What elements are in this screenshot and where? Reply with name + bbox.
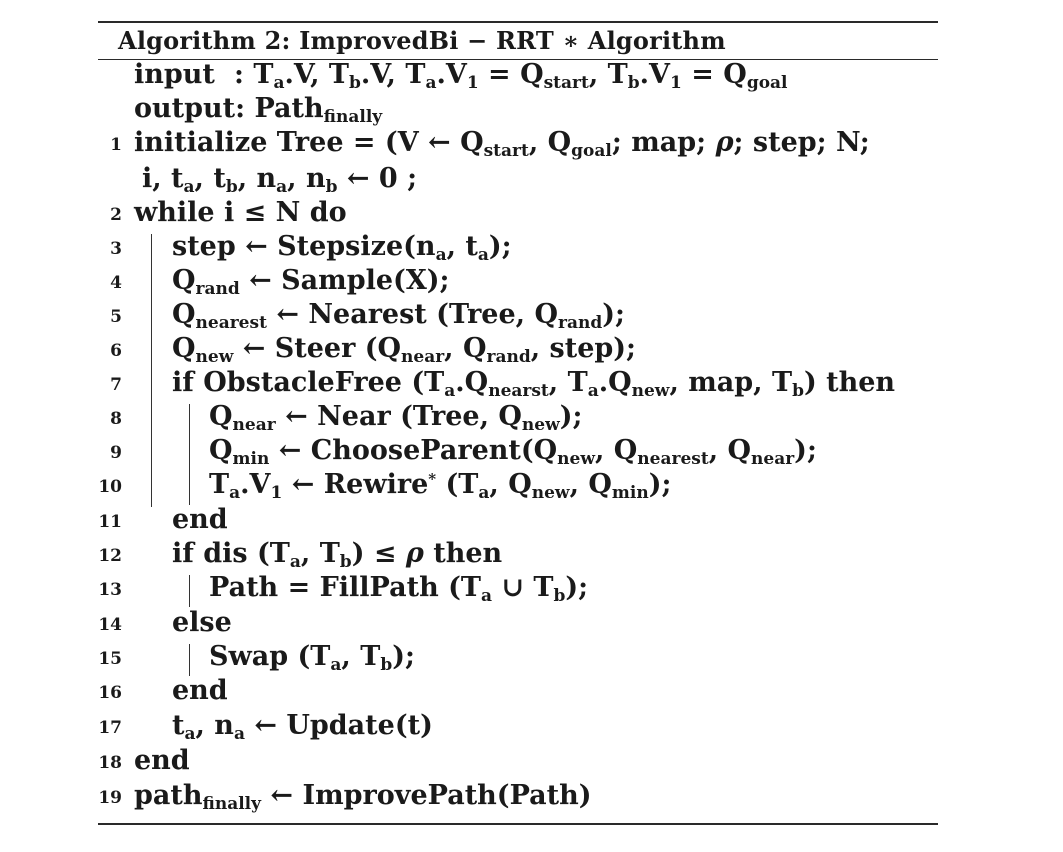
line-number: 4: [110, 273, 122, 293]
line-code: end: [172, 675, 228, 706]
line-code: end: [172, 504, 228, 535]
line-number: 6: [110, 341, 122, 361]
line-code: $Q_{rand}$ ← Sample(X);: [172, 265, 450, 299]
bottom-rule: [98, 823, 938, 825]
line-code: if dis ($T_a$, $T_b) \le \rho$ then: [172, 538, 503, 572]
line-number: 19: [98, 788, 122, 808]
line-number: 14: [98, 615, 122, 635]
line-code: $T_a.V_1$ ← Rewire* ($T_a$, $Q_{new}$, $Q_{min}$);: [209, 469, 672, 503]
while-block-bar: [151, 234, 152, 507]
input-content: [134, 58, 788, 92]
line-number: 10: [98, 477, 122, 497]
line-code: $t_a$, $n_a$ ← Update(t): [172, 710, 433, 744]
else-block-bar: [189, 644, 190, 676]
line-code: while i ≤ N do: [134, 197, 347, 228]
output-keyword: output:: [134, 93, 246, 124]
algorithm-caption: Algorithm 2: ImprovedBi − RRT ∗ Algorithm: [118, 26, 726, 55]
line-code: path$_{finally}$ ← ImprovePath(Path): [134, 780, 592, 814]
line-code: $Q_{near}$ ← Near (Tree, $Q_{new}$);: [209, 401, 583, 435]
line-number: 1: [110, 135, 122, 155]
line-code: i, $t_a$, $t_b$, $n_a$, $n_b$ ← 0 ;: [142, 163, 418, 197]
line-code: initialize Tree = (V ← $Q_{start}$, $Q_{goal}$; map; ρ; step; N;: [134, 127, 870, 161]
line-number: 8: [110, 409, 122, 429]
line-code: $Q_{new}$ ← Steer ($Q_{near}$, $Q_{rand}$, step);: [172, 333, 636, 367]
line-number: 16: [98, 683, 122, 703]
line-number: 12: [98, 546, 122, 566]
line-code: Swap ($T_a$, $T_b$);: [209, 641, 415, 675]
output-value: Path$_{finally}$: [254, 93, 383, 127]
if-obstaclefree-block-bar: [189, 404, 190, 505]
line-number: 15: [98, 649, 122, 669]
line-number: 9: [110, 443, 122, 463]
input-keyword: input: [134, 59, 215, 90]
line-code: $Q_{nearest}$ ← Nearest (Tree, $Q_{rand}$);: [172, 299, 625, 333]
line-number: 2: [110, 205, 122, 225]
line-number: 7: [110, 375, 122, 395]
input-value: $T_a.V$, $T_b.V$, $T_a.V_1 = Q_{start}$, $T_b.V_1 = Q_{goal}$: [253, 59, 788, 93]
output-content: [134, 92, 382, 126]
line-code: else: [172, 607, 232, 638]
line-code: Path = FillPath ($T_a$ ∪ $T_b$);: [209, 572, 589, 606]
top-rule: [98, 21, 938, 23]
if-dis-block-bar: [189, 575, 190, 607]
input-separator: :: [234, 59, 244, 90]
line-number: 17: [98, 718, 122, 738]
line-code: step ← $Stepsize(n_a$, $t_a$);: [172, 231, 512, 265]
line-number: 11: [98, 512, 122, 532]
line-number: 5: [110, 307, 122, 327]
line-number: 18: [98, 753, 122, 773]
line-number: 3: [110, 239, 122, 259]
line-code: if ObstacleFree ($T_a.Q_{nearst}$, $T_a.Q_{new}$, map, $T_b$) then: [172, 367, 896, 401]
line-code: end: [134, 745, 190, 776]
line-number: 13: [98, 580, 122, 600]
line-code: $Q_{min}$ ← $ChooseParent(Q_{new}$, $Q_{nearest}$, $Q_{near}$);: [209, 435, 817, 469]
